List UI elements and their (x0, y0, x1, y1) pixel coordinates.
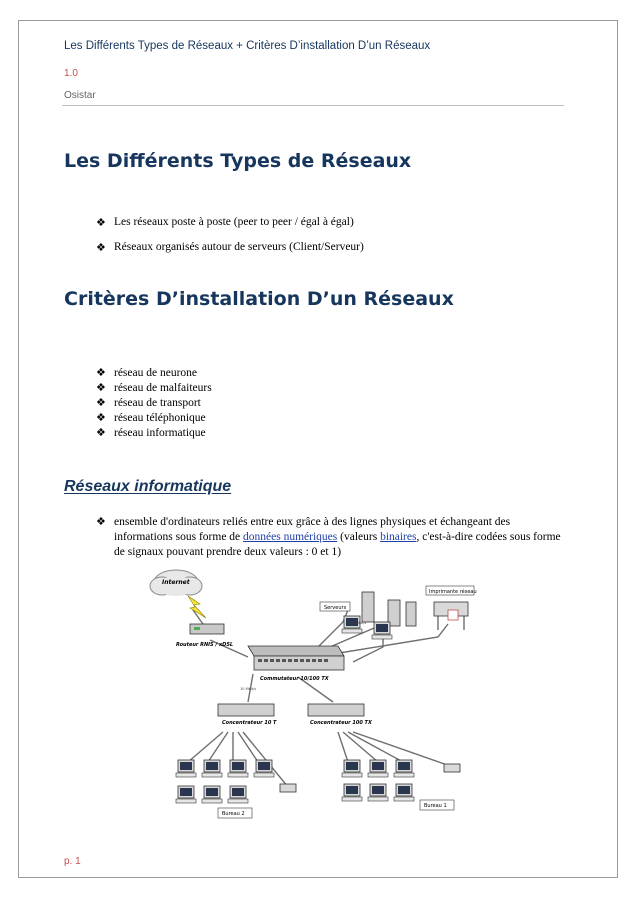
printer-label: Imprimante réseau (429, 589, 477, 595)
diamond-bullet-icon: ❖ (96, 382, 106, 394)
office-2-label: Bureau 2 (222, 811, 245, 817)
header-divider (62, 105, 564, 106)
list-item: ❖ réseau de malfaiteurs (96, 382, 212, 394)
list-item: ❖ réseau de neurone (96, 367, 198, 379)
link-donnees-numeriques[interactable]: données numériques (243, 531, 338, 543)
diamond-bullet-icon: ❖ (96, 397, 106, 409)
diamond-bullet-icon: ❖ (96, 242, 106, 254)
hub-right-label: Concentrateur 100 TX (310, 720, 372, 726)
section-heading-computer-networks: Réseaux informatique (64, 478, 232, 495)
speed-label-10: 10 Mbit/s (240, 687, 257, 691)
network-types-list (96, 216, 364, 266)
workstation-icons-left (176, 760, 274, 803)
document-version: 1.0 (64, 68, 78, 79)
network-diagram (148, 562, 478, 822)
network-printer-icon (434, 602, 468, 630)
server-icon (362, 592, 416, 626)
switch-icon (248, 646, 344, 670)
hub-icon (218, 704, 364, 716)
servers-label: Serveurs (324, 605, 347, 611)
printer-icon (280, 784, 296, 792)
workstation-icons-right (342, 760, 414, 801)
list-item: ❖ Réseaux organisés autour de serveurs (Client/Serveur) (96, 241, 364, 254)
diamond-bullet-icon: ❖ (96, 412, 106, 424)
diamond-bullet-icon: ❖ (96, 427, 106, 439)
router-label: Routeur RNIS / xDSL (176, 642, 234, 648)
document-header-title: Les Différents Types de Réseaux + Critères D’installation D’un Réseaux (64, 40, 431, 52)
page-number: p. 1 (64, 856, 81, 867)
document-organization: Osistar (64, 90, 96, 101)
link-binaires[interactable]: binaires (380, 531, 417, 543)
internet-label: Internet (162, 579, 190, 586)
list-item: ❖ Les réseaux poste à poste (peer to peer / égal à égal) (96, 216, 354, 229)
hub-left-label: Concentrateur 10 T (222, 720, 277, 726)
definition-paragraph: ❖ ensemble d'ordinateurs reliés entre eux grâce à des lignes physiques et échangeant des informations sous forme de données numériques (valeurs binaires, c'est-à-dire codées sous forme de signaux pouvant prendre deux valeurs : 0 et 1) (96, 516, 561, 558)
office-1-label: Bureau 1 (424, 803, 447, 809)
diamond-bullet-icon: ❖ (96, 367, 106, 379)
list-item: ❖ réseau téléphonique (96, 412, 206, 424)
list-item: ❖ réseau informatique (96, 427, 206, 439)
printer-icon (444, 764, 460, 772)
diamond-bullet-icon: ❖ (96, 516, 106, 528)
server-console-icon (372, 622, 392, 639)
section-heading-types: Les Différents Types de Réseaux (64, 150, 412, 172)
switch-label: Commutateur 10/100 TX (260, 676, 329, 682)
diamond-bullet-icon: ❖ (96, 217, 106, 229)
router-icon (190, 624, 224, 634)
section-heading-criteria: Critères D’installation D’un Réseaux (64, 288, 454, 310)
speed-label-100: 100 Mbit/s (348, 621, 367, 625)
list-item: ❖ réseau de transport (96, 397, 201, 409)
criteria-list (96, 366, 212, 441)
